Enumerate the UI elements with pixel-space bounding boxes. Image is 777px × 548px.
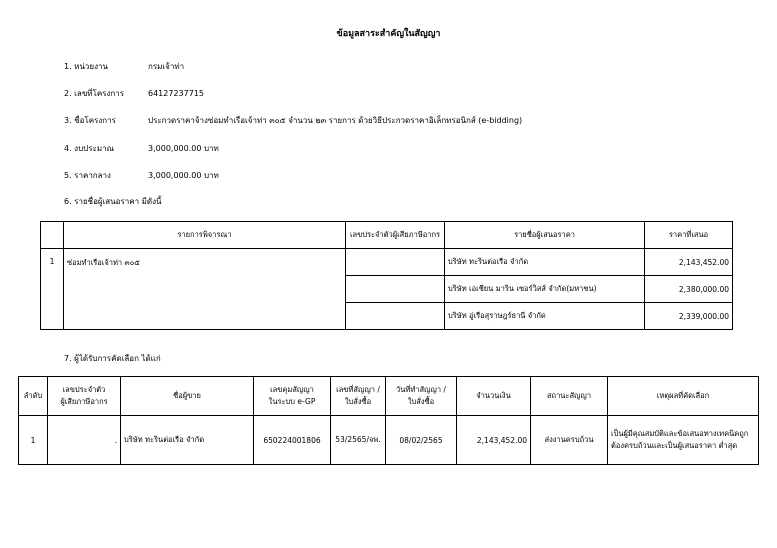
field-budget-label: 4. งบประมาณ (64, 144, 115, 153)
field-project-number (64, 87, 204, 100)
bidders-cell-price: 2,339,000.00 (645, 303, 733, 330)
winners-cell-status: ส่งงานครบถ้วน (531, 416, 608, 465)
field-median-price (64, 169, 219, 182)
field-agency-label: 1. หน่วยงาน (64, 62, 108, 71)
bidders-header-tax-id: เลขประจำตัวผู้เสียภาษีอากร (346, 222, 445, 249)
winners-header-tax-id (48, 377, 121, 416)
bidders-table (40, 221, 733, 330)
winners-header-contract-date-line1: วันที่ทำสัญญา / (396, 385, 446, 394)
winners-header-contract-no-line1: เลขที่สัญญา / (336, 385, 380, 394)
bidders-cell-tax-id (346, 249, 445, 276)
table-row (41, 249, 733, 276)
winners-header-contract-date (386, 377, 457, 416)
winners-header-tax-id-line2: ผู้เสียภาษีอากร (60, 397, 108, 406)
bidders-cell-tax-id (346, 276, 445, 303)
bidders-header-bidder: รายชื่อผู้เสนอราคา (445, 222, 645, 249)
section-bidders-title: 6. รายชื่อผู้เสนอราคา มีดังนี้ (64, 197, 162, 206)
bidders-cell-item: ซ่อมทำเรือเจ้าท่า ๓๐๕ (64, 249, 346, 330)
winners-header-contract-egp (254, 377, 331, 416)
bidders-cell-bidder: บริษัท อู่เรือสุราษฎร์ธานี จำกัด (445, 303, 645, 330)
winners-cell-amount: 2,143,452.00 (457, 416, 531, 465)
winners-header-contract-egp-line1: เลขคุมสัญญา (270, 385, 314, 394)
winners-header-contract-date-line2: ใบสั่งซื้อ (407, 397, 435, 406)
winners-header-amount: จำนวนเงิน (457, 377, 531, 416)
winners-header-no: ลำดับ (19, 377, 48, 416)
bidders-header-no (41, 222, 64, 249)
field-project-name (64, 114, 522, 127)
field-budget (64, 142, 219, 155)
winners-table (18, 376, 759, 465)
bidders-header-item: รายการพิจารณา (64, 222, 346, 249)
winners-cell-reason: เป็นผู้มีคุณสมบัติและข้อเสนอทางเทคนิคถูกต้องครบถ้วนและเป็นผู้เสนอราคา ต่ำสุด (608, 416, 759, 465)
field-project-name-label: 3. ชื่อโครงการ (64, 116, 116, 125)
table-row (19, 416, 759, 465)
field-project-name-value: ประกวดราคาจ้างซ่อมทำเรือเจ้าท่า ๓๐๕ จำนวน ๒๓ รายการ ด้วยวิธีประกวดราคาอิเล็กทรอนิกส์ (e-bidding) (148, 116, 523, 125)
winners-header-reason: เหตุผลที่คัดเลือก (608, 377, 759, 416)
field-project-number-label: 2. เลขที่โครงการ (64, 89, 125, 98)
field-agency-value: กรมเจ้าท่า (148, 62, 185, 71)
field-project-number-value: 64127237715 (148, 89, 204, 98)
bidders-cell-bidder: บริษัท เอเชียน มาริน เซอร์วิสส์ จำกัด(มหาชน) (445, 276, 645, 303)
page-title: ข้อมูลสาระสำคัญในสัญญา (336, 29, 441, 39)
winners-cell-contract-egp: 650224001806 (254, 416, 331, 465)
field-median-price-value: 3,000,000.00 บาท (148, 171, 219, 180)
bidders-cell-no: 1 (41, 249, 64, 330)
winners-cell-contract-date: 08/02/2565 (386, 416, 457, 465)
bidders-cell-tax-id (346, 303, 445, 330)
winners-cell-tax-id: . (48, 416, 121, 465)
bidders-header-row (41, 222, 733, 249)
section-winners-title: 7. ผู้ได้รับการคัดเลือก ได้แก่ (64, 354, 161, 363)
winners-cell-no: 1 (19, 416, 48, 465)
winners-header-status: สถานะสัญญา (531, 377, 608, 416)
winners-header-contract-no-line2: ใบสั่งซื้อ (344, 397, 372, 406)
bidders-cell-bidder: บริษัท ทะรินต่อเรือ จำกัด (445, 249, 645, 276)
field-median-price-label: 5. ราคากลาง (64, 171, 111, 180)
bidders-cell-price: 2,380,000.00 (645, 276, 733, 303)
winners-header-vendor: ชื่อผู้ขาย (121, 377, 254, 416)
bidders-header-price: ราคาที่เสนอ (645, 222, 733, 249)
field-agency (64, 60, 184, 73)
field-budget-value: 3,000,000.00 บาท (148, 144, 219, 153)
winners-header-row (19, 377, 759, 416)
winners-cell-vendor: บริษัท ทะรินต่อเรือ จำกัด (121, 416, 254, 465)
winners-header-contract-no (331, 377, 386, 416)
winners-header-contract-egp-line2: ในระบบ e-GP (268, 397, 316, 406)
bidders-cell-price: 2,143,452.00 (645, 249, 733, 276)
winners-header-tax-id-line1: เลขประจำตัว (62, 385, 106, 394)
winners-cell-contract-no: 53/2565/จพ. (331, 416, 386, 465)
